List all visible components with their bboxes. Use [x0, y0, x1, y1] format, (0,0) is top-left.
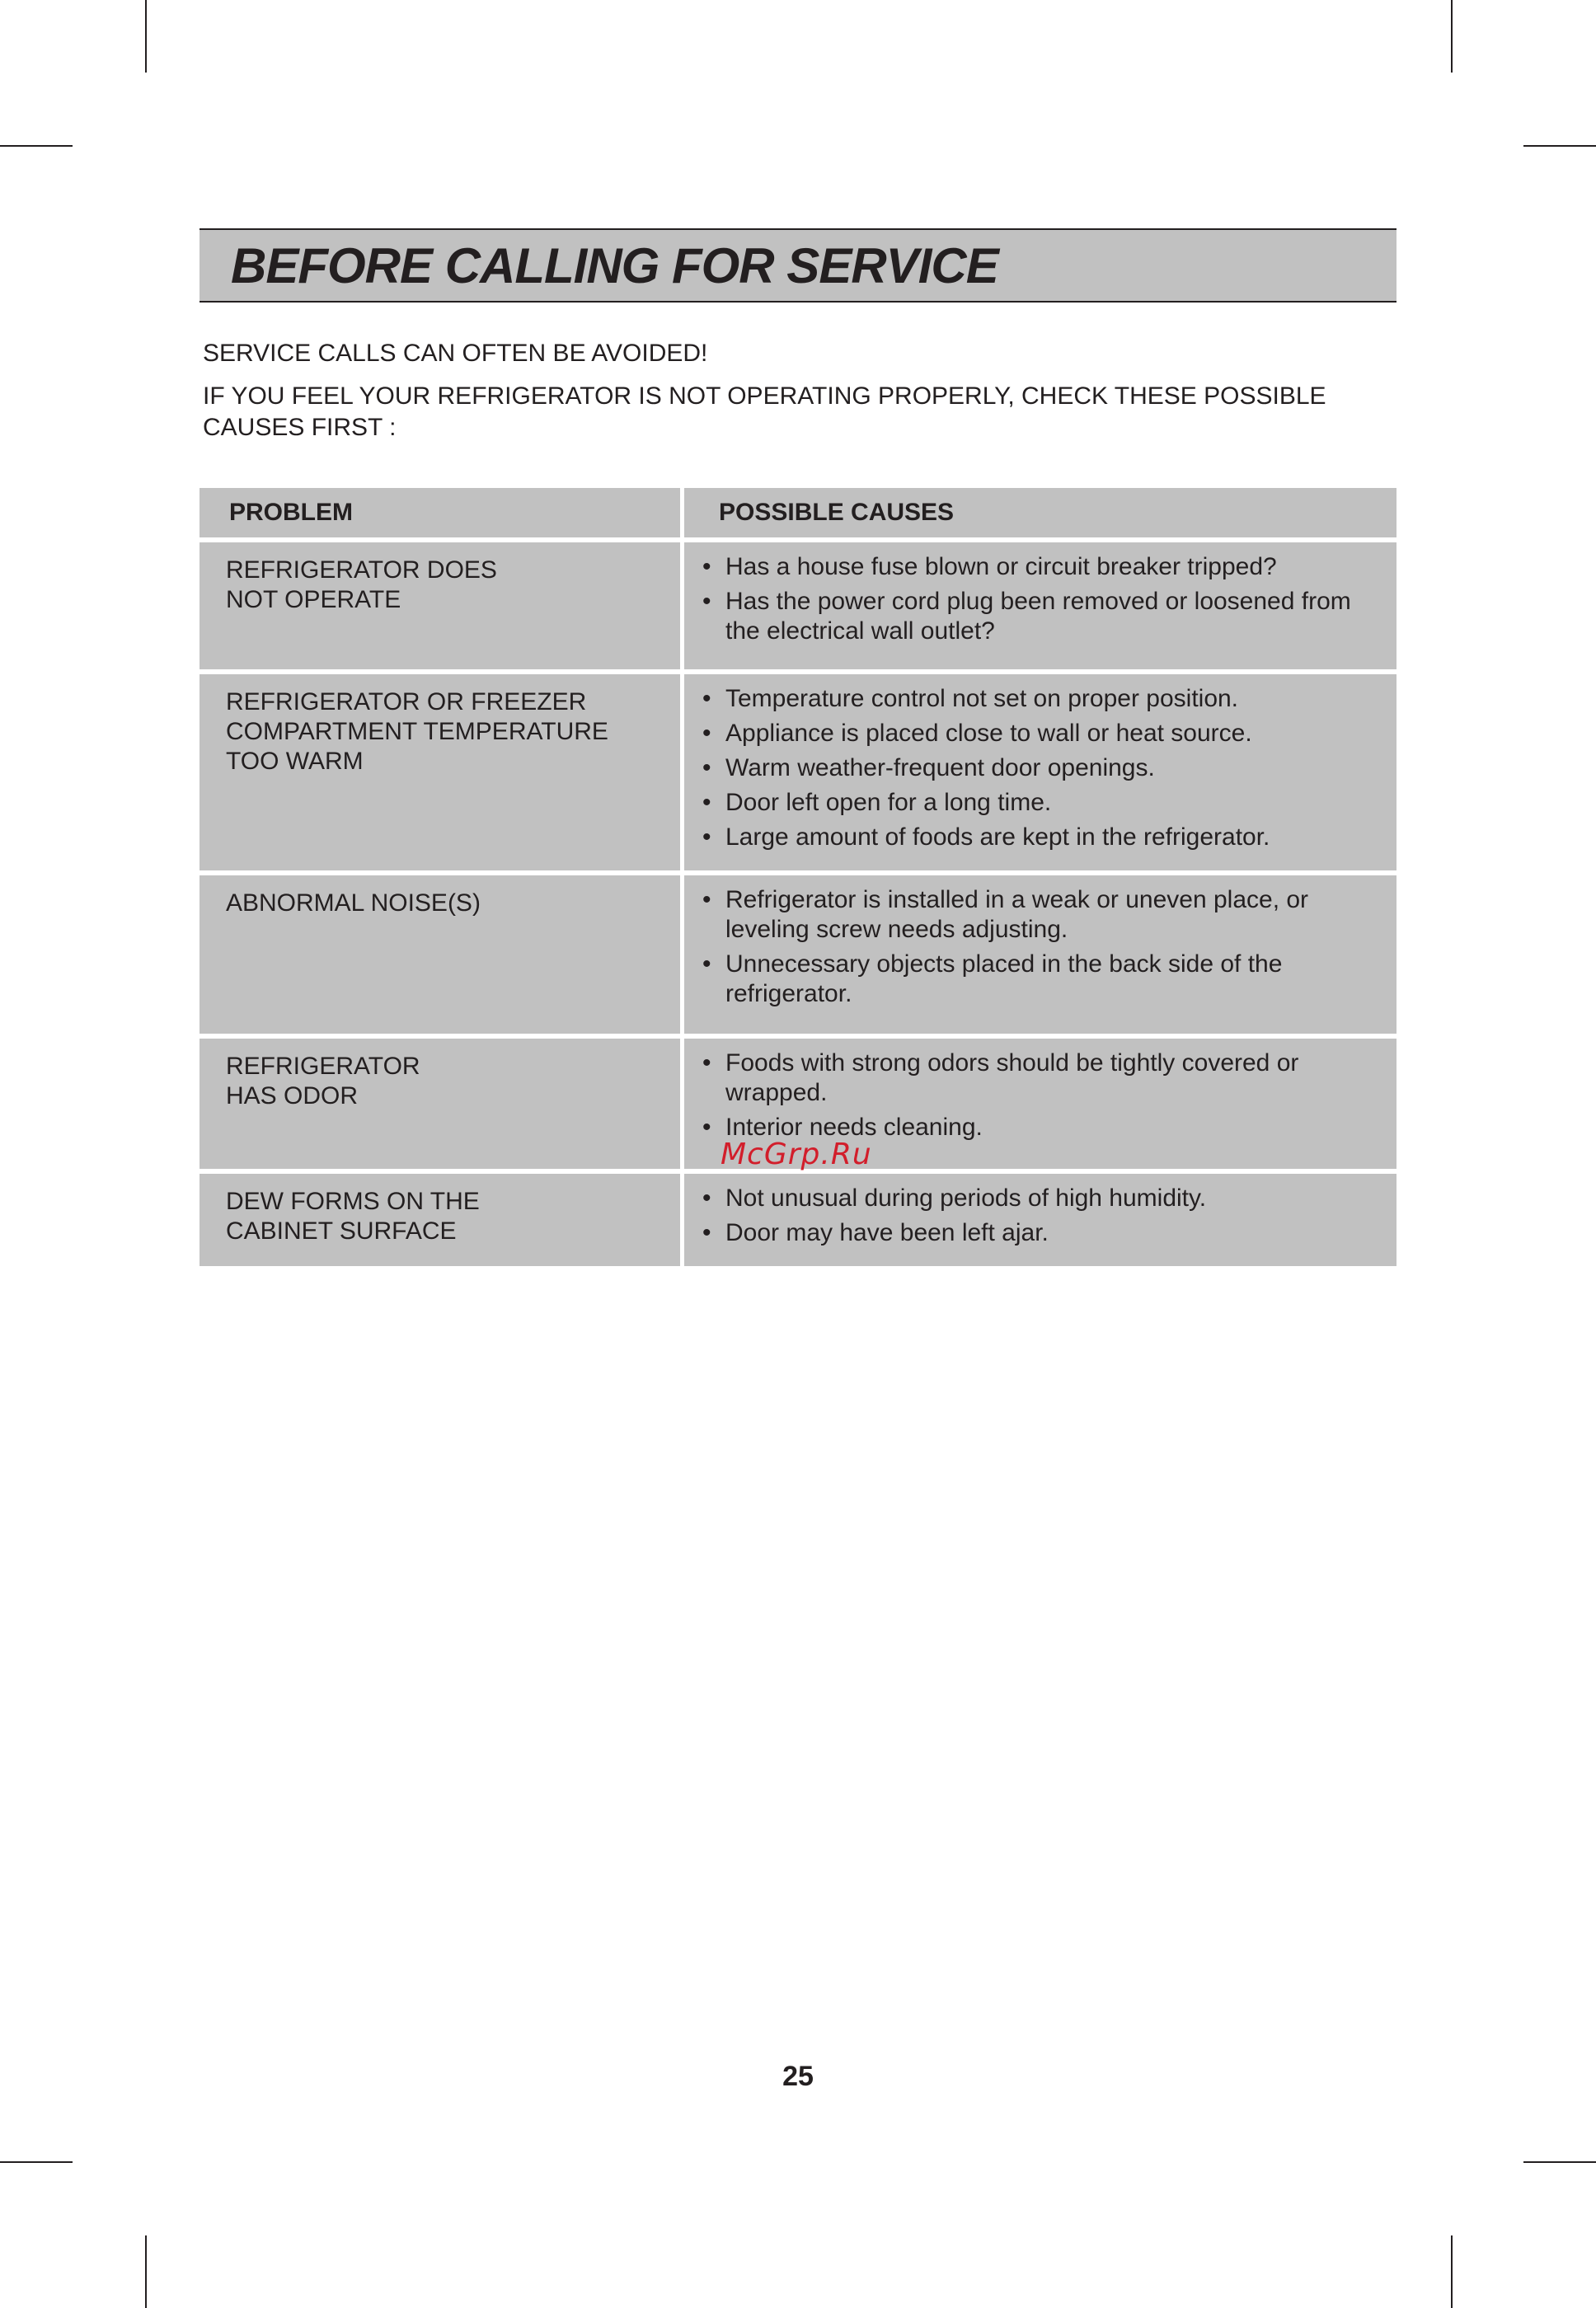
cause-item: • Unnecessary objects placed in the back side of the refrigerator. [701, 950, 1390, 1009]
watermark: McGrp.Ru [721, 1138, 872, 1171]
table-header-row [200, 488, 1396, 537]
causes-column-header: POSSIBLE CAUSES [684, 488, 1396, 537]
crop-mark [145, 2235, 147, 2308]
problem-cell [200, 542, 684, 669]
cause-item: • Refrigerator is installed in a weak or uneven place, or leveling screw needs adjusting. [701, 885, 1390, 945]
crop-mark [0, 2161, 73, 2163]
cause-item: • Foods with strong odors should be tightly covered or wrapped. [701, 1048, 1390, 1108]
problem-cell [200, 1039, 684, 1169]
problem-line: COMPARTMENT TEMPERATURE [226, 718, 608, 745]
causes-list [701, 1048, 1390, 1142]
crop-mark [1523, 145, 1596, 147]
causes-cell [684, 1174, 1396, 1266]
cause-item: • Interior needs cleaning. [701, 1113, 1390, 1142]
table-row [200, 542, 1396, 669]
intro-text-2 [203, 381, 1406, 443]
intro-line-2: IF YOU FEEL YOUR REFRIGERATOR IS NOT OPERATING PROPERLY, CHECK THESE POSSIBLE CAUSES FIRST : [203, 382, 1326, 441]
causes-list [701, 552, 1390, 646]
intro-line-1: SERVICE CALLS CAN OFTEN BE AVOIDED! [203, 340, 708, 367]
intro-text [203, 338, 1406, 369]
cause-item: • Temperature control not set on proper position. [701, 684, 1390, 714]
cause-item: • Door left open for a long time. [701, 788, 1390, 818]
causes-cell [684, 542, 1396, 669]
causes-list [701, 1184, 1390, 1248]
cause-item: • Not unusual during periods of high humidity. [701, 1184, 1390, 1213]
causes-cell [684, 875, 1396, 1034]
problem-line: REFRIGERATOR [226, 1053, 420, 1080]
problem-column-header: PROBLEM [200, 488, 684, 537]
problem-cell [200, 1174, 684, 1266]
problem-line: ABNORMAL NOISE(S) [226, 889, 481, 917]
problem-cell [200, 674, 684, 870]
crop-mark [0, 145, 73, 147]
causes-list [701, 684, 1390, 852]
page-number: 25 [782, 2061, 814, 2092]
problem-line: CABINET SURFACE [226, 1217, 457, 1245]
causes-list [701, 885, 1390, 1009]
problem-line: REFRIGERATOR OR FREEZER [226, 688, 587, 715]
page-title: BEFORE CALLING FOR SERVICE [231, 238, 998, 293]
table-row [200, 875, 1396, 1034]
problem-line: DEW FORMS ON THE [226, 1188, 480, 1215]
crop-mark [1523, 2161, 1596, 2163]
causes-cell [684, 674, 1396, 870]
title-bar [200, 228, 1396, 303]
cause-item: • Appliance is placed close to wall or heat source. [701, 719, 1390, 748]
crop-mark [1451, 2235, 1453, 2308]
cause-item: • Has a house fuse blown or circuit breaker tripped? [701, 552, 1390, 582]
problem-line: HAS ODOR [226, 1082, 359, 1109]
cause-item: • Warm weather-frequent door openings. [701, 753, 1390, 783]
table-row [200, 674, 1396, 870]
crop-mark [145, 0, 147, 73]
problem-line: REFRIGERATOR DOES [226, 556, 497, 584]
problem-cell [200, 875, 684, 1034]
problem-line: TOO WARM [226, 748, 364, 775]
problem-line: NOT OPERATE [226, 586, 401, 613]
table-row [200, 1174, 1396, 1266]
cause-item: • Door may have been left ajar. [701, 1218, 1390, 1248]
cause-item: • Has the power cord plug been removed or loosened from the electrical wall outlet? [701, 587, 1390, 646]
crop-mark [1451, 0, 1453, 73]
cause-item: • Large amount of foods are kept in the refrigerator. [701, 823, 1390, 852]
